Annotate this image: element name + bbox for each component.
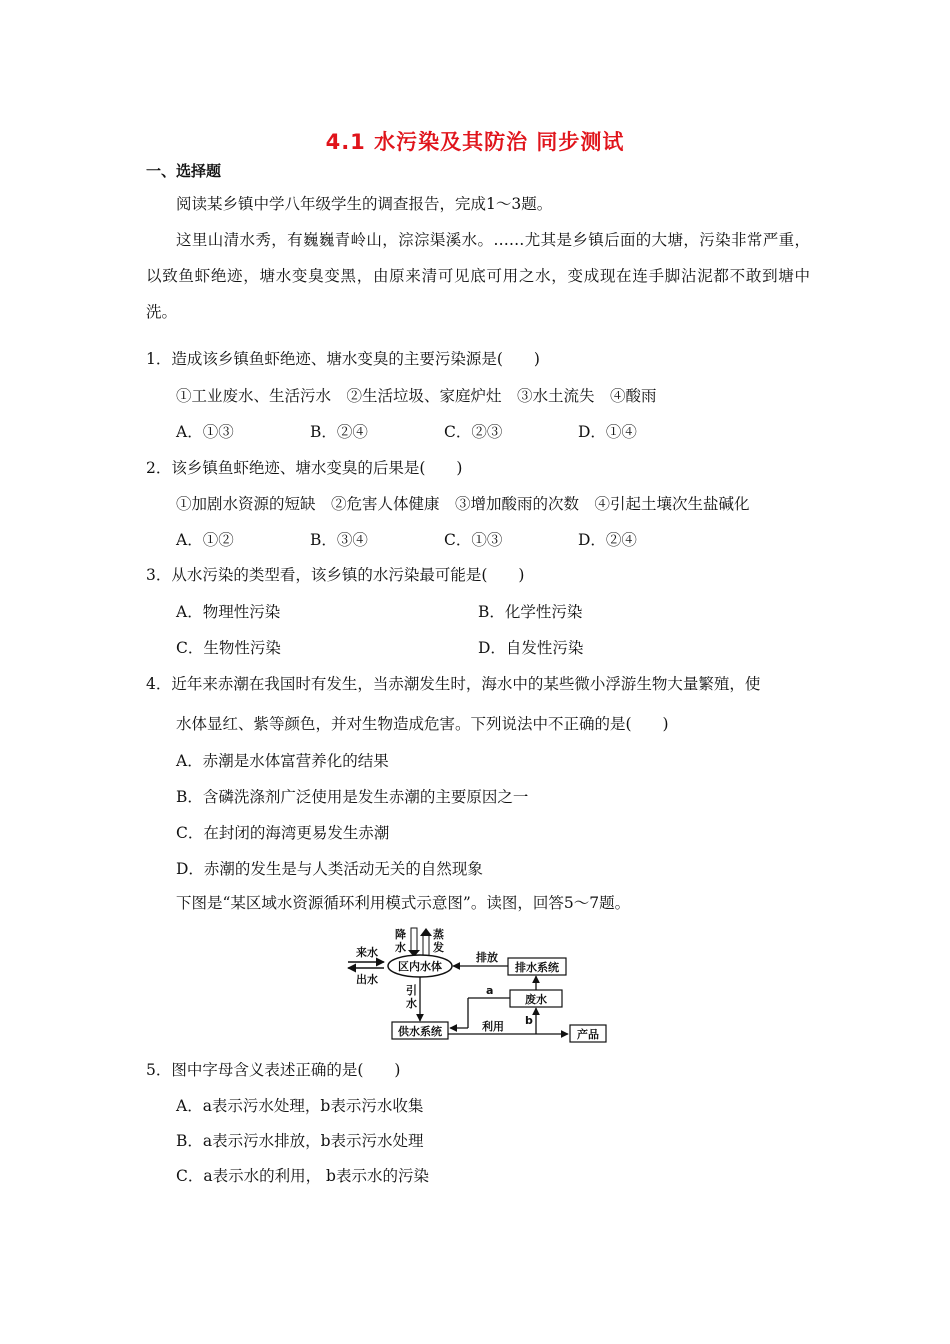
option-d: D．②④ <box>578 531 637 549</box>
option-a: A．①③ <box>176 423 234 441</box>
option-d: D．自发性污染 <box>478 639 584 657</box>
label-jiang: 降 <box>395 928 406 941</box>
question-2-stem: 2．该乡镇鱼虾绝迹、塘水变臭的后果是( ) <box>146 459 463 477</box>
label-fa: 发 <box>433 941 444 954</box>
label-yin: 引 <box>406 984 417 997</box>
question-1-items: ①工业废水、生活污水 ②生活垃圾、家庭炉灶 ③水土流失 ④酸雨 <box>176 387 657 405</box>
label-fei-shui: 废水 <box>525 993 547 1006</box>
evaporation-arrow <box>423 934 429 956</box>
label-yin-shui: 水 <box>406 997 417 1010</box>
question-3-stem: 3．从水污染的类型看，该乡镇的水污染最可能是( ) <box>146 566 525 584</box>
option-b: B．a表示污水排放，b表示污水处理 <box>176 1132 424 1150</box>
option-c: C．②③ <box>444 423 503 441</box>
label-pai-shui: 排水系统 <box>515 961 559 974</box>
page-title: 4.1 水污染及其防治 同步测试 <box>325 130 625 154</box>
label-lai-shui: 来水 <box>356 946 378 959</box>
label-chan-pin: 产品 <box>577 1028 599 1041</box>
label-a: a <box>486 984 494 997</box>
question-1-stem: 1．造成该乡镇鱼虾绝迹、塘水变臭的主要污染源是( ) <box>146 350 540 368</box>
water-cycle-diagram <box>340 924 610 1044</box>
label-shui: 水 <box>395 941 406 954</box>
question-3-options-row2 <box>176 636 583 658</box>
option-d: D．赤潮的发生是与人类活动无关的自然现象 <box>176 860 483 878</box>
option-c: C．生物性污染 <box>176 639 281 657</box>
label-pai-fang: 排放 <box>476 951 498 964</box>
label-center: 区内水体 <box>398 960 442 973</box>
question-5-stem: 5．图中字母含义表述正确的是( ) <box>146 1061 401 1079</box>
reading-passage: 这里山清水秀，有巍巍青岭山，淙淙渠溪水。……尤其是乡镇后面的大塘，污染非常严重，以致鱼虾绝迹，塘水变臭变黑，由原来清可见底可用之水，变成现在连手脚沾泥都不敢到塘中洗。 <box>146 231 810 321</box>
label-b: b <box>525 1014 533 1027</box>
reading-intro: 阅读某乡镇中学八年级学生的调查报告，完成1～3题。 <box>176 195 553 213</box>
option-a: A．a表示污水处理，b表示污水收集 <box>176 1097 424 1115</box>
question-2-options <box>176 528 712 550</box>
figure-intro: 下图是“某区域水资源循环利用模式示意图”。读图，回答5～7题。 <box>176 894 631 912</box>
option-b: B．化学性污染 <box>478 603 583 621</box>
option-a: A．赤潮是水体富营养化的结果 <box>176 752 389 770</box>
precipitation-arrow <box>411 928 417 952</box>
option-b: B．③④ <box>310 531 368 549</box>
question-2-items: ①加剧水资源的短缺 ②危害人体健康 ③增加酸雨的次数 ④引起土壤次生盐碱化 <box>176 495 750 513</box>
option-c: C．①③ <box>444 531 503 549</box>
question-3-options-row1 <box>176 600 582 622</box>
option-a: A．物理性污染 <box>176 603 281 621</box>
section-heading: 一、选择题 <box>146 162 222 180</box>
option-b: B．②④ <box>310 423 368 441</box>
option-b: B．含磷洗涤剂广泛使用是发生赤潮的主要原因之一 <box>176 788 529 806</box>
label-chu-shui: 出水 <box>356 973 378 986</box>
label-li-yong: 利用 <box>482 1020 504 1033</box>
option-d: D．①④ <box>578 423 637 441</box>
question-4-stem-cont: 水体显红、紫等颜色，并对生物造成危害。下列说法中不正确的是( ) <box>176 715 669 733</box>
option-c: C．在封闭的海湾更易发生赤潮 <box>176 824 390 842</box>
option-c: C．a表示水的利用， b表示水的污染 <box>176 1167 429 1185</box>
question-4-stem: 4．近年来赤潮在我国时有发生，当赤潮发生时，海水中的某些微小浮游生物大量繁殖，使 <box>146 675 761 693</box>
label-gong-shui: 供水系统 <box>398 1025 442 1038</box>
option-a: A．①② <box>176 531 234 549</box>
label-zheng: 蒸 <box>433 928 444 941</box>
question-1-options <box>176 420 712 442</box>
